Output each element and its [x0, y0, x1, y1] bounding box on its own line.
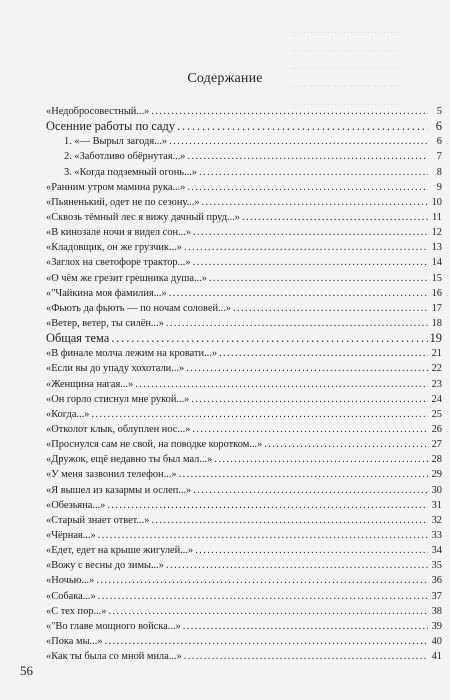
- toc-entry: [46, 210, 442, 225]
- toc-entry-title: «У меня зазвонил телефон...»: [46, 469, 177, 481]
- dot-leader: [151, 513, 428, 528]
- dot-leader: [169, 286, 428, 301]
- toc-entry-title: 1. «— Вырыл загодя...»: [64, 136, 168, 148]
- toc-entry-title: Осенние работы по саду: [46, 119, 176, 134]
- toc-entry-title: «Старый знает ответ...»: [46, 514, 150, 526]
- toc-entry-title: «Пьяненький, одет не по сезону...»: [46, 196, 200, 208]
- toc-entry-title: «Отколот клык, облуплен нос...»: [46, 423, 191, 435]
- toc-entry: [46, 255, 442, 270]
- toc-entry: [46, 467, 442, 482]
- toc-entry: [46, 301, 442, 316]
- toc-entry: [46, 195, 442, 210]
- dot-leader: [108, 604, 428, 619]
- toc-entry-page: 26: [431, 423, 442, 435]
- bleed-line: ……………………………: [290, 61, 400, 72]
- page-title: Содержание: [187, 71, 263, 86]
- toc-entry: [46, 437, 442, 452]
- toc-entry-page: 35: [431, 560, 442, 572]
- dot-leader: [184, 649, 428, 664]
- toc-entry-title: «С тех пор...»: [46, 605, 107, 617]
- toc-entry-title: «Если вы до упаду хохотали...»: [46, 363, 185, 375]
- toc-entry-title: «Дружок, ещё недавно ты был мал...»: [46, 454, 213, 466]
- toc-entry-title: «Ветер, ветер, ты силён...»: [46, 317, 164, 329]
- dot-leader: [209, 271, 428, 286]
- toc-entry-page: 28: [431, 454, 442, 466]
- bleed-through-text: [290, 22, 420, 112]
- page-number: 56: [20, 663, 33, 678]
- dot-leader: [202, 195, 428, 210]
- toc-entry-title: «Как ты была со мной мила...»: [46, 651, 182, 663]
- dot-leader: [111, 331, 427, 346]
- toc-entry-title: «В финале молча лежим на кровати...»: [46, 348, 218, 360]
- toc-entry-page: 11: [431, 211, 442, 223]
- toc-entry-page: 37: [431, 590, 442, 602]
- toc-entry-title: 3. «Когда подземный огонь...»: [64, 166, 197, 178]
- dot-leader: [233, 301, 428, 316]
- toc-entry-title: «Обезьяна...»: [46, 499, 106, 511]
- toc-entry: [46, 377, 442, 392]
- dot-leader: [105, 634, 428, 649]
- toc-entry-title: «Чёрная...»: [46, 529, 96, 541]
- toc-entry-title: «Он горло стиснул мне рукой...»: [46, 393, 190, 405]
- toc-entry-page: 6: [436, 136, 442, 148]
- toc-entry-title: «"Чайкина моя фамилия...»: [46, 287, 167, 299]
- dot-leader: [193, 255, 428, 270]
- toc-entry-page: 32: [431, 514, 442, 526]
- bleed-line: ……………………………: [290, 25, 400, 36]
- toc-entry-title: «Заглох на светофоре трактор...»: [46, 257, 191, 269]
- toc-entry-page: 10: [431, 196, 442, 208]
- dot-leader: [166, 558, 428, 573]
- toc-entry: [46, 634, 442, 649]
- toc-entry-title: «Вожу с весны до зимы...»: [46, 560, 165, 572]
- toc-entry-page: 16: [431, 287, 442, 299]
- toc-entry-page: 36: [431, 575, 442, 587]
- bleed-line: ……………………………: [290, 79, 400, 90]
- dot-leader: [193, 483, 428, 498]
- toc-entry-title: 2. «Заботливо обёрнутая...»: [64, 151, 186, 163]
- toc-entry-page: 31: [431, 499, 442, 511]
- toc-entry: [46, 346, 442, 361]
- toc-entry-page: 7: [436, 151, 442, 163]
- bleed-line: ……………………………: [290, 43, 400, 54]
- toc-entry: [46, 180, 442, 195]
- dot-leader: [177, 119, 428, 134]
- dot-leader: [179, 467, 428, 482]
- toc-entry-title: «Пока мы...»: [46, 635, 103, 647]
- toc-entry: [46, 134, 442, 149]
- toc-entry: [46, 452, 442, 467]
- dot-leader: [214, 452, 428, 467]
- toc-entry-page: 15: [431, 272, 442, 284]
- toc-entry-title: Общая тема: [46, 331, 110, 346]
- toc-entry-title: «Недобросовестный...»: [46, 106, 150, 117]
- toc-entry: [46, 483, 442, 498]
- toc-entry: [46, 104, 442, 119]
- toc-entry: [46, 271, 442, 286]
- toc-entry-title: «Фьють да фьють — по ночам соловей...»: [46, 302, 232, 314]
- dot-leader: [98, 589, 428, 604]
- toc-entry: [46, 422, 442, 437]
- toc-entry-title: «Ранним утром мамина рука...»: [46, 181, 186, 193]
- toc-entry-page: 18: [431, 317, 442, 329]
- dot-leader: [184, 240, 428, 255]
- dot-leader: [188, 149, 429, 164]
- dot-leader: [242, 210, 428, 225]
- toc-entry-page: 34: [431, 545, 442, 557]
- toc-entry-page: 29: [431, 469, 442, 481]
- dot-leader: [186, 361, 428, 376]
- toc-entry: [46, 240, 442, 255]
- toc-entry: [46, 558, 442, 573]
- toc-entry-title: «Когда...»: [46, 408, 90, 420]
- toc-entry-page: 27: [431, 439, 442, 451]
- toc-entry-title: «Я вышел из казармы и ослеп...»: [46, 484, 192, 496]
- toc-entry: [46, 286, 442, 301]
- dot-leader: [187, 180, 428, 195]
- dot-leader: [219, 346, 428, 361]
- toc-entry-title: «Ночью...»: [46, 575, 95, 587]
- toc-entry: [46, 619, 442, 634]
- dot-leader: [91, 407, 428, 422]
- toc-entry-title: «Проснулся сам не свой, на поводке коротком...»: [46, 439, 263, 451]
- dot-leader: [169, 134, 428, 149]
- dot-leader: [192, 422, 428, 437]
- toc-entry-page: 8: [436, 166, 442, 178]
- toc-entry: [46, 149, 442, 164]
- toc-entry-page: 33: [431, 529, 442, 541]
- dot-leader: [166, 316, 428, 331]
- toc-entry: [46, 361, 442, 376]
- toc-entry: [46, 604, 442, 619]
- toc-entry-title: «В кинозале ночи я видел сон...»: [46, 227, 192, 239]
- table-of-contents: [46, 104, 442, 664]
- dot-leader: [183, 619, 428, 634]
- toc-entry-page: 6: [435, 119, 442, 134]
- toc-entry-page: 23: [431, 378, 442, 390]
- bleed-line: ……………………………: [290, 97, 400, 108]
- toc-entry: [46, 225, 442, 240]
- toc-entry-page: 25: [431, 408, 442, 420]
- toc-entry-page: 41: [431, 651, 442, 663]
- dot-leader: [151, 104, 428, 119]
- toc-entry: [46, 392, 442, 407]
- toc-entry-title: «Едет, едет на крыше жигулей...»: [46, 545, 194, 557]
- dot-leader: [264, 437, 428, 452]
- dot-leader: [107, 498, 428, 513]
- dot-leader: [191, 392, 428, 407]
- toc-entry: [46, 573, 442, 588]
- toc-entry-page: 38: [431, 605, 442, 617]
- toc-entry: [46, 407, 442, 422]
- toc-entry-page: 17: [431, 302, 442, 314]
- toc-entry-page: 30: [431, 484, 442, 496]
- toc-entry-page: 14: [431, 257, 442, 269]
- toc-entry-page: 12: [431, 227, 442, 239]
- toc-entry-title: «Женщина нагая...»: [46, 378, 134, 390]
- toc-entry-title: «О чём же грезит грешника душа...»: [46, 272, 207, 284]
- toc-entry: [46, 543, 442, 558]
- toc-entry-page: 39: [431, 620, 442, 632]
- dot-leader: [135, 377, 428, 392]
- dot-leader: [96, 573, 428, 588]
- toc-entry: [46, 513, 442, 528]
- toc-entry: [46, 165, 442, 180]
- toc-entry-page: 5: [436, 106, 442, 117]
- toc-entry: [46, 589, 442, 604]
- toc-entry-page: 13: [431, 242, 442, 254]
- dot-leader: [199, 165, 428, 180]
- toc-entry-title: «Собака...»: [46, 590, 96, 602]
- toc-entry: [46, 498, 442, 513]
- toc-entry-page: 21: [431, 348, 442, 360]
- toc-entry-page: 9: [436, 181, 442, 193]
- dot-leader: [195, 543, 428, 558]
- toc-section: [46, 331, 442, 346]
- toc-entry: [46, 528, 442, 543]
- toc-entry: [46, 649, 442, 664]
- dot-leader: [98, 528, 428, 543]
- dot-leader: [193, 225, 428, 240]
- toc-section: [46, 119, 442, 134]
- toc-entry-title: «"Во главе мощного войска...»: [46, 620, 181, 632]
- toc-entry-title: «Кладовщик, он же грузчик...»: [46, 242, 182, 254]
- toc-entry-title: «Сквозь тёмный лес я вижу дачный пруд...»: [46, 211, 240, 223]
- toc-entry-page: 22: [431, 363, 442, 375]
- toc-entry-page: 40: [431, 635, 442, 647]
- toc-entry: [46, 316, 442, 331]
- toc-entry-page: 24: [431, 393, 442, 405]
- toc-entry-page: 19: [429, 331, 442, 346]
